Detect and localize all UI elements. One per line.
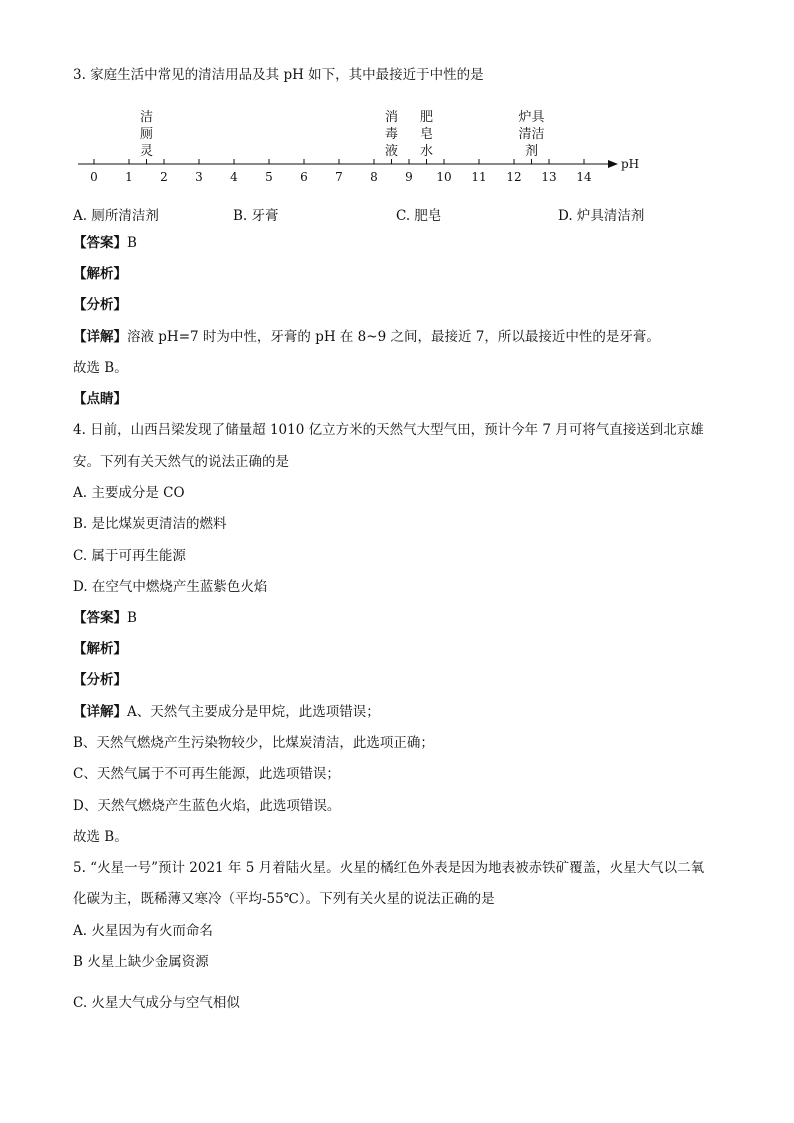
- q4-detail-c: C、天然气属于不可再生能源，此选项错误；: [73, 766, 340, 782]
- q3-option-b: B. 牙膏: [233, 208, 279, 224]
- q3-stem: 3. 家庭生活中常见的清洁用品及其 pH 如下，其中最接近于中性的是: [73, 67, 484, 83]
- q3-options: [73, 204, 713, 222]
- ph-tick-label: 7: [335, 170, 343, 184]
- q3-detail-text: 溶液 pH=7 时为中性，牙膏的 pH 在 8~9 之间，最接近 7，所以最接近中性的是牙膏。: [127, 329, 660, 345]
- q4-detail-a: [73, 703, 380, 721]
- ph-tick-label: 5: [265, 170, 273, 184]
- q5-option-b: B 火星上缺少金属资源: [73, 954, 209, 970]
- q4-fenxi-tag: 【分析】: [73, 672, 127, 688]
- ph-marker-char: 炉具: [518, 110, 545, 125]
- q3-option-a: A. 厕所清洁剂: [73, 208, 159, 224]
- ph-axis-arrow: [608, 160, 618, 168]
- q4-analysis-tag: 【解析】: [73, 641, 127, 657]
- q3-conclusion: 故选 B。: [73, 360, 128, 376]
- ph-marker-char: 厕: [139, 127, 153, 142]
- ph-marker-char: 水: [419, 144, 433, 159]
- ph-axis-label: pH: [621, 157, 640, 171]
- q4-conclusion: 故选 B。: [73, 829, 128, 845]
- q5-stem-line2: 化碳为主，既稀薄又寒冷（平均-55℃）。下列有关火星的说法正确的是: [73, 891, 495, 907]
- q5-option-a: A. 火星因为有火而命名: [73, 923, 213, 939]
- q4-stem-line1: 4. 日前，山西吕梁发现了储量超 1010 亿立方米的天然气大型气田，预计今年 7 月可将气直接送到北京雄: [73, 422, 704, 438]
- q4-option-b: B. 是比煤炭更清洁的燃料: [73, 516, 227, 532]
- ph-tick-label: 3: [195, 170, 203, 184]
- ph-marker-char: 清洁: [518, 127, 545, 142]
- q4-detail-b: B、天然气燃烧产生污染物较少，比煤炭清洁，此选项正确；: [73, 735, 434, 751]
- ph-tick-label: 12: [506, 170, 522, 184]
- ph-tick-label: 2: [160, 170, 168, 184]
- ph-marker-char: 灵: [139, 144, 153, 159]
- q3-comment-tag: 【点睛】: [73, 391, 127, 407]
- ph-tick-label: 0: [90, 170, 98, 184]
- ph-marker-char: 肥: [419, 110, 433, 125]
- q5-option-c: C. 火星大气成分与空气相似: [73, 995, 240, 1011]
- q4-detail-a-text: A、天然气主要成分是甲烷，此选项错误；: [127, 704, 380, 720]
- ph-marker-disinfectant: [375, 109, 409, 160]
- ph-tick-label: 6: [300, 170, 308, 184]
- q4-answer: [73, 609, 137, 627]
- ph-tick-label: 10: [436, 170, 452, 184]
- ph-tick-label: 13: [541, 170, 557, 184]
- q4-detail-tag: 【详解】: [73, 704, 127, 720]
- q4-detail-d: D、天然气燃烧产生蓝色火焰，此选项错误。: [73, 798, 341, 814]
- q4-answer-value: B: [127, 610, 137, 626]
- q3-fenxi-tag: 【分析】: [73, 297, 127, 313]
- ph-tick-label: 9: [405, 170, 413, 184]
- ph-marker-char: 剂: [524, 144, 538, 159]
- ph-marker-char: 液: [384, 144, 398, 159]
- q3-detail-tag: 【详解】: [73, 329, 127, 345]
- ph-scale: [60, 95, 660, 190]
- ph-marker-char: 消: [384, 110, 398, 125]
- q3-detail: [73, 328, 660, 346]
- ph-tick-label: 14: [576, 170, 592, 184]
- q3-analysis-tag: 【解析】: [73, 266, 127, 282]
- ph-tick-label: 1: [125, 170, 133, 184]
- ph-marker-char: 皂: [419, 127, 433, 142]
- q3-answer-value: B: [127, 235, 137, 251]
- ph-marker-toilet-cleaner: [130, 109, 164, 160]
- ph-tick-label: 8: [370, 170, 378, 184]
- ph-marker-soap-water: [410, 109, 444, 160]
- q3-option-c: C. 肥皂: [396, 208, 442, 224]
- q4-option-c: C. 属于可再生能源: [73, 548, 186, 564]
- ph-tick-label: 4: [230, 170, 238, 184]
- q3-answer: [73, 234, 137, 252]
- q3-answer-tag: 【答案】: [73, 235, 127, 251]
- q5-stem-line1: 5. “火星一号”预计 2021 年 5 月着陆火星。火星的橘红色外表是因为地表被赤铁矿覆盖，火星大气以二氧: [73, 860, 705, 876]
- q3-option-d: D. 炉具清洁剂: [558, 208, 645, 224]
- ph-marker-oven-cleaner: [515, 109, 549, 160]
- ph-marker-char: 洁: [139, 110, 153, 125]
- ph-tick-label: 11: [471, 170, 487, 184]
- q4-answer-tag: 【答案】: [73, 610, 127, 626]
- q4-option-d: D. 在空气中燃烧产生蓝紫色火焰: [73, 579, 268, 595]
- q4-stem-line2: 安。下列有关天然气的说法正确的是: [73, 454, 289, 470]
- ph-marker-char: 毒: [384, 127, 398, 142]
- q4-option-a: A. 主要成分是 CO: [73, 485, 185, 501]
